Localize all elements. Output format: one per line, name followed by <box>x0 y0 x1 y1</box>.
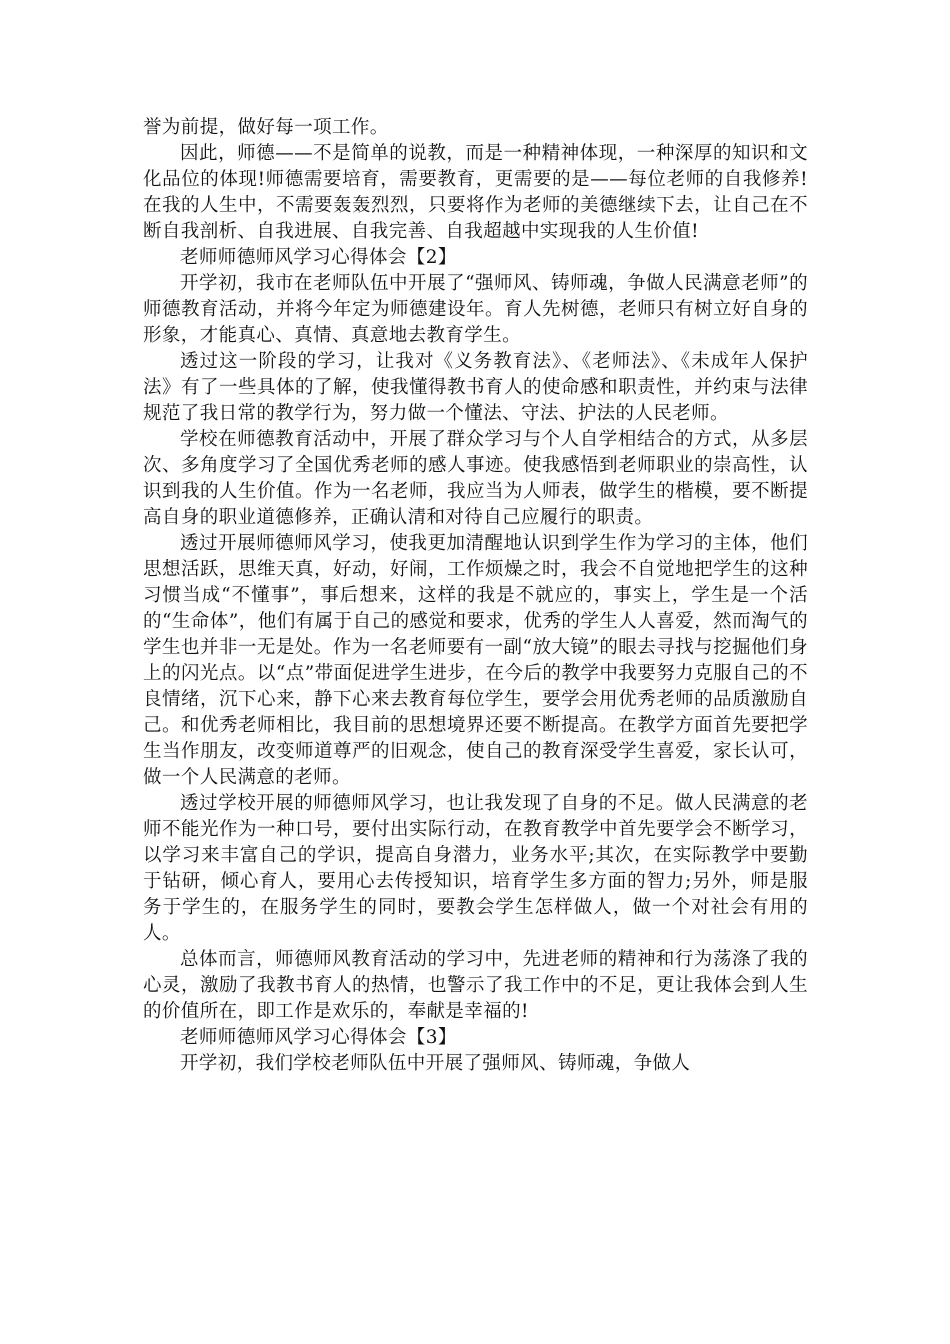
paragraph: 开学初，我市在老师队伍中开展了“强师风、铸师魂，争做人民满意老师”的师德教育活动，并将今年定为师德建设年。育人先树德，老师只有树立好自身的形象，才能真心、真情、真意地去教育学生。 <box>143 273 808 346</box>
paragraph: 因此，师德——不是简单的说教，而是一种精神体现，一种深厚的知识和文化品位的体现!师德需要培育，需要教育，更需要的是——每位老师的自我修养!在我的人生中，不需要轰轰烈烈，只要将作为老师的美德继续下去，让自己在不断自我剖析、自我进展、自我完善、自我超越中实现我的人生价值! <box>143 143 808 242</box>
paragraph: 总体而言，师德师风教育活动的学习中，先进老师的精神和行为荡涤了我的心灵，激励了我教书育人的热情，也警示了我工作中的不足，更让我体会到人生的价值所在，即工作是欢乐的，奉献是幸福的! <box>143 949 808 1022</box>
paragraph: 开学初，我们学校老师队伍中开展了强师风、铸师魂，争做人 <box>180 1053 691 1074</box>
section-heading: 老师师德师风学习心得体会【3】 <box>180 1027 457 1048</box>
document-body <box>143 115 808 1077</box>
section-heading: 老师师德师风学习心得体会【2】 <box>180 247 457 268</box>
paragraph-continuation: 誉为前提，做好每一项工作。 <box>143 117 389 138</box>
paragraph: 透过这一阶段的学习，让我对《义务教育法》、《老师法》、《未成年人保护法》有了一些具体的了解，使我懂得教书育人的使命感和职责性，并约束与法律规范了我日常的教学行为，努力做一个懂法、守法、护法的人民老师。 <box>143 351 808 424</box>
paragraph: 学校在师德教育活动中，开展了群众学习与个人自学相结合的方式，从多层次、多角度学习了全国优秀老师的感人事迹。使我感悟到老师职业的崇高性，认识到我的人生价值。作为一名老师，我应当为人师表，做学生的楷模，要不断提高自身的职业道德修养，正确认清和对待自己应履行的职责。 <box>143 429 808 528</box>
paragraph: 透过开展师德师风学习，使我更加清醒地认识到学生作为学习的主体，他们思想活跃，思维天真，好动，好闹，工作烦燥之时，我会不自觉地把学生的这种习惯当成“不懂事”，事后想来，这样的我是不就应的，事实上，学生是一个活的“生命体”，他们有属于自己的感觉和要求，优秀的学生人人喜爱，然而淘气的学生也并非一无是处。作为一名老师要有一副“放大镜”的眼去寻找与挖掘他们身上的闪光点。以“点”带面促进学生进步，在今后的教学中我要努力克服自己的不良情绪，沉下心来，静下心来去教育每位学生，要学会用优秀老师的品质激励自己。和优秀老师相比，我目前的思想境界还要不断提高。在教学方面首先要把学生当作朋友，改变师道尊严的旧观念，使自己的教育深受学生喜爱，家长认可，做一个人民满意的老师。 <box>143 533 808 788</box>
paragraph: 透过学校开展的师德师风学习，也让我发现了自身的不足。做人民满意的老师不能光作为一种口号，要付出实际行动，在教育教学中首先要学会不断学习，以学习来丰富自己的学识，提高自身潜力，业务水平;其次，在实际教学中要勤于钻研，倾心育人，要用心去传授知识，培育学生多方面的智力;另外，师是服务于学生的，在服务学生的同时，要教会学生怎样做人，做一个对社会有用的人。 <box>143 793 808 944</box>
